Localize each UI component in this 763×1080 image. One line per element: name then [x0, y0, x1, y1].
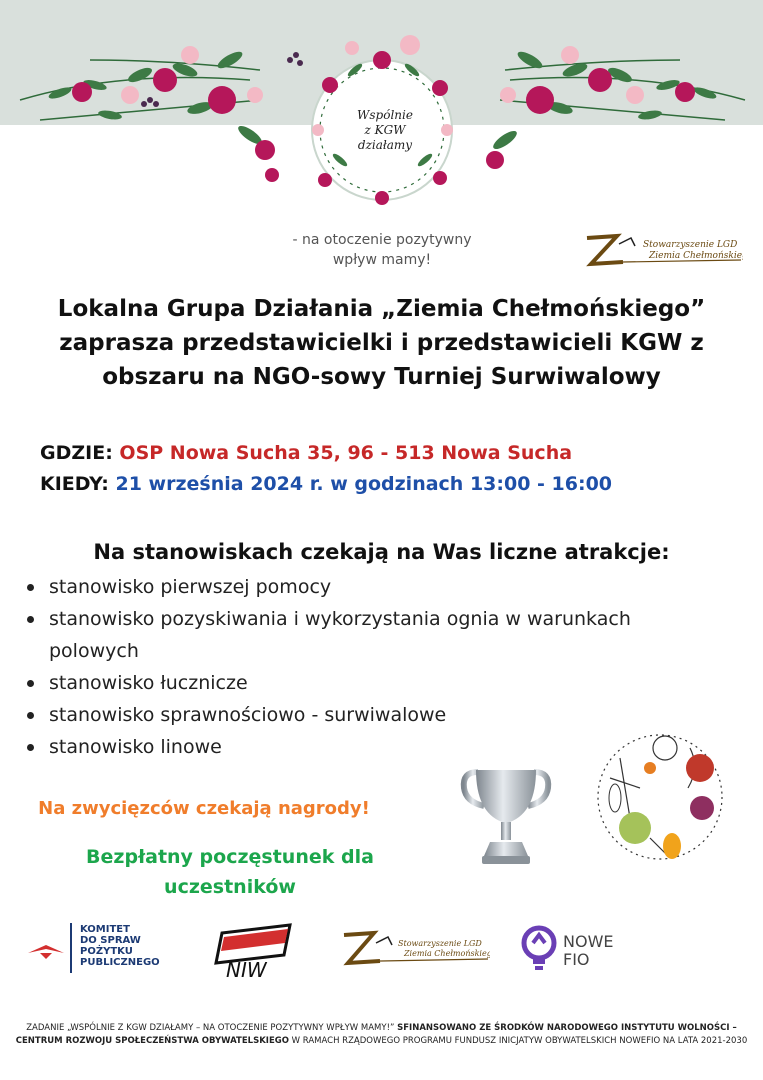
lgd-logo-line-2: Ziemia Chełmońskiego: [649, 251, 743, 261]
list-item-text: stanowisko linowe: [49, 736, 222, 758]
kdspp-line-2: DO SPRAW: [80, 935, 141, 946]
kdspp-line-4: PUBLICZNEGO: [80, 957, 160, 968]
when-value: 21 września 2024 r. w godzinach 13:00 - 16:00: [115, 473, 613, 495]
footer-part-1: ZADANIE „WSPÓLNIE Z KGW DZIAŁAMY – NA OTOCZENIE POZYTYWNY WPŁYW MAMY!”: [26, 1023, 395, 1033]
lgd-footer-mark: [340, 923, 490, 975]
list-item: [22, 571, 722, 603]
when-row: [40, 469, 612, 500]
snack-line-2: uczestników: [164, 876, 296, 898]
list-item-text: stanowisko łucznicze: [49, 672, 248, 694]
prize-text: Na zwycięzców czekają nagrody!: [38, 798, 370, 819]
bullet-icon: [27, 712, 34, 719]
badge-line-2: z KGW: [364, 123, 406, 137]
list-item-text: stanowisko pozyskiwania i wykorzystania ognia w warunkach: [49, 608, 631, 630]
kdspp-line-1: KOMITET: [80, 924, 130, 935]
niw-text: NIW: [226, 958, 267, 982]
tagline-line-1: - na otoczenie pozytywny: [292, 232, 472, 248]
kdspp-text: [80, 924, 160, 968]
headline-line-1: Lokalna Grupa Działania „Ziemia Chełmońskiego”: [57, 296, 706, 322]
fio-line-1: NOWE: [563, 932, 614, 951]
niw-logo-mark: [210, 915, 300, 985]
lgd-footer-line-2: Ziemia Chełmońskiego: [404, 949, 490, 958]
list-item: [22, 603, 722, 667]
badge-line-1: Wspólnie: [357, 108, 413, 122]
lightbulb-icon: [519, 925, 559, 975]
wreath-badge-text: [330, 108, 440, 153]
list-item: [22, 667, 722, 699]
sponsor-logos: [0, 915, 763, 985]
footer-funding-note: [10, 1022, 753, 1048]
event-info: [40, 438, 612, 500]
kdspp-divider: [70, 923, 72, 973]
kdspp-logo: [18, 915, 168, 985]
lgd-logo-footer: [340, 923, 490, 975]
headline-line-3: obszaru na NGO-sowy Turniej Surwiwalowy: [102, 364, 661, 390]
list-item: [22, 699, 722, 731]
nowe-fio-text: [563, 933, 614, 969]
lgd-logo: [583, 226, 743, 272]
footer-part-3: W RAMACH RZĄDOWEGO PROGRAMU FUNDUSZ INICJATYW OBYWATELSKICH NOWEFIO NA LATA 2021-2030: [291, 1036, 748, 1046]
where-row: [40, 438, 612, 469]
where-label: GDZIE:: [40, 442, 113, 464]
kdspp-line-3: POŻYTKU: [80, 946, 133, 957]
snack-text: [60, 842, 400, 902]
list-item-text: stanowisko pierwszej pomocy: [49, 576, 332, 598]
nowe-fio-logo: [515, 919, 655, 981]
headline: [20, 292, 743, 394]
tagline: [262, 230, 502, 270]
badge-line-3: działamy: [357, 138, 413, 152]
vegetables-illustration: [590, 728, 730, 866]
trophy-icon: [458, 764, 554, 868]
niw-logo: [210, 915, 300, 985]
attractions-title: Na stanowiskach czekają na Was liczne atrakcje:: [93, 540, 670, 564]
tagline-line-2: wpływ mamy!: [332, 252, 432, 268]
where-value: OSP Nowa Sucha 35, 96 - 513 Nowa Sucha: [119, 442, 573, 464]
headline-line-2: zaprasza przedstawicielki i przedstawicieli KGW z: [59, 330, 704, 356]
footer-part-2: SFINANSOWANO ZE ŚRODKÓW NARODOWEGO INSTYTUTU WOLNOŚCI – CENTRUM ROZWOJU SPOŁECZEŃSTWA OBYWATELSKIEGO: [15, 1023, 737, 1046]
list-item-text-continued: polowych: [49, 640, 139, 662]
bullet-icon: [27, 744, 34, 751]
list-item-text: stanowisko sprawnościowo - surwiwalowe: [49, 704, 447, 726]
lgd-footer-line-1: Stowarzyszenie LGD: [398, 939, 482, 948]
lgd-logo-line-1: Stowarzyszenie LGD: [643, 240, 738, 250]
bullet-icon: [27, 584, 34, 591]
fio-line-2: FIO: [563, 950, 590, 969]
bullet-icon: [27, 680, 34, 687]
polish-eagle-icon: [26, 935, 66, 965]
snack-line-1: Bezpłatny poczęstunek dla: [86, 846, 374, 868]
when-label: KIEDY:: [40, 473, 109, 495]
lgd-logo-mark: [583, 226, 743, 272]
bullet-icon: [27, 616, 34, 623]
